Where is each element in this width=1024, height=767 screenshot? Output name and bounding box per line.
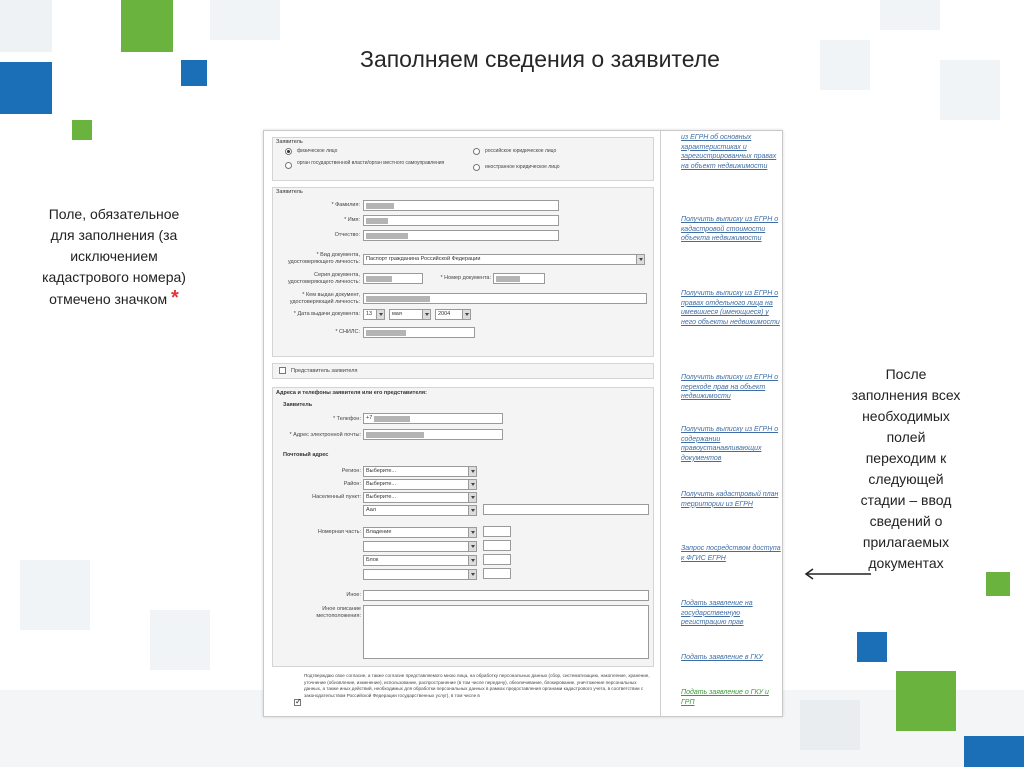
note-line: заполнения всех (851, 387, 961, 403)
note-line (24, 288, 204, 310)
sidebar-link-gku[interactable]: Подать заявление в ГКУ (681, 654, 763, 661)
select-value: Владение (366, 529, 392, 535)
chevron-down-icon (468, 506, 476, 515)
chevron-down-icon (462, 310, 470, 319)
select-value: мая (392, 311, 402, 317)
issued-by-input[interactable] (363, 293, 647, 304)
surname-input[interactable] (363, 200, 559, 211)
fieldset-legend: Заявитель (276, 139, 303, 145)
applicant-type-fieldset (272, 137, 654, 181)
select-value: Выберите... (366, 481, 397, 487)
redacted-value (366, 432, 424, 438)
left-note (24, 204, 204, 310)
fieldset-legend: Заявитель (276, 189, 303, 195)
redacted-value (366, 276, 392, 282)
house-label: Номерная часть: (317, 529, 361, 535)
chevron-down-icon (636, 255, 644, 264)
select-value: 13 (366, 311, 373, 317)
radio-government[interactable] (285, 162, 292, 169)
house-number-input[interactable] (483, 526, 511, 537)
other-desc-textarea[interactable] (363, 605, 649, 659)
issued-by-label: * Кем выдан документ, удостоверяющий личность: (289, 292, 360, 305)
note-line: для заполнения (за (50, 227, 178, 243)
locality-label: Населенный пункт: (312, 494, 361, 500)
other-desc-label: Иное описание местоположения: (316, 606, 361, 619)
form-column (264, 131, 661, 717)
note-text: отмечено значком (49, 291, 168, 307)
radio-russian-legal[interactable] (473, 148, 480, 155)
doc-number-label: * Номер документа: (440, 275, 491, 281)
decor-square (896, 671, 956, 731)
doc-type-select[interactable] (363, 254, 645, 265)
block-type-select[interactable] (363, 555, 477, 566)
issue-month-select[interactable] (389, 309, 431, 320)
locality-select[interactable] (363, 492, 477, 503)
applicant-fieldset (272, 187, 654, 357)
representative-label: Представитель заявителя (291, 368, 358, 374)
chevron-down-icon (422, 310, 430, 319)
issue-year-select[interactable] (435, 309, 471, 320)
slide-title: Заполняем сведения о заявителе (360, 46, 720, 72)
form-screenshot (263, 130, 783, 717)
note-line: необходимых (862, 408, 950, 424)
postal-title: Почтовый адрес (283, 452, 329, 458)
region-select[interactable] (363, 466, 477, 477)
sidebar-link-person-rights[interactable]: Получить выписку из ЕГРН о правах отдельного лица на имевшиеся (имеющиеся) у него объекты недвижимости (681, 290, 780, 326)
other-input[interactable] (363, 590, 649, 601)
consent-text: Подтверждаю свое согласие, а также согласие представляемого мною лица, на обработку персональных данных (сбор, систематизацию, накопление, хранение, уточнение (обновление, изменение), использование, распространение (в том числе передачу), обезличивание, блокирование, уничтожение персональных данных, а также иных действий, необходимых для обработки персональных данных в рамках предоставления органами кадастрового учета, в соответствии с законодательством Российской Федерации государственных услуг), в том числе в (304, 673, 650, 698)
decor-square (20, 560, 90, 630)
sidebar-link-cadastral-plan[interactable]: Получить кадастровый план территории из ЕГРН (681, 491, 779, 508)
radio-label: российское юридическое лицо (485, 148, 557, 154)
redacted-value (496, 276, 520, 282)
select-value: Паспорт гражданина Российской Федерации (366, 256, 481, 262)
note-line: После (885, 366, 927, 382)
sidebar-link-rights-transfer[interactable]: Получить выписку из ЕГРН о переходе прав на объект недвижимости (681, 374, 779, 400)
decor-square (150, 610, 210, 670)
apartment-type-select[interactable] (363, 569, 477, 580)
street-input[interactable] (483, 504, 649, 515)
email-label: * Адрес электронной почты: (289, 432, 361, 438)
radio-label: орган государственной власти/орган местного самоуправления (297, 160, 445, 166)
representative-checkbox[interactable] (279, 367, 286, 374)
select-value: Выберите... (366, 494, 397, 500)
note-line: документах (868, 555, 944, 571)
note-line: полей (886, 429, 926, 445)
doc-series-label: Серия документа, удостоверяющего личность: (287, 272, 360, 285)
chevron-down-icon (376, 310, 384, 319)
phone-input[interactable] (363, 413, 503, 424)
region-label: Регион: (341, 468, 361, 474)
select-value: 2004 (438, 311, 451, 317)
phone-label: * Телефон: (332, 416, 361, 422)
note-line: кадастрового номера) (42, 269, 186, 285)
patronymic-input[interactable] (363, 230, 559, 241)
decor-square (986, 572, 1010, 596)
name-label: * Имя: (344, 217, 360, 223)
street-type-select[interactable] (363, 505, 477, 516)
snils-input[interactable] (363, 327, 475, 338)
sidebar-link-registration[interactable]: Подать заявление на государственную регистрацию прав (681, 600, 753, 626)
other-label: Иное: (346, 592, 361, 598)
decor-square (857, 632, 887, 662)
name-input[interactable] (363, 215, 559, 226)
building-type-select[interactable] (363, 541, 477, 552)
apartment-number-input[interactable] (483, 568, 511, 579)
district-label: Район: (343, 481, 361, 487)
house-type-select[interactable] (363, 527, 477, 538)
redacted-value (366, 233, 408, 239)
decor-square (72, 120, 92, 140)
building-number-input[interactable] (483, 540, 511, 551)
snils-label: * СНИЛС: (335, 329, 360, 335)
note-line: стадии – ввод (860, 492, 952, 508)
radio-foreign-legal[interactable] (473, 164, 480, 171)
note-line: прилагаемых (862, 534, 950, 550)
chevron-down-icon (468, 542, 476, 551)
chevron-down-icon (468, 493, 476, 502)
radio-label: иностранное юридическое лицо (485, 164, 560, 170)
decor-square (800, 700, 860, 750)
patronymic-label: Отчество: (334, 232, 360, 238)
surname-label: * Фамилия: (331, 202, 360, 208)
redacted-value (366, 296, 430, 302)
doc-series-input[interactable] (363, 273, 423, 284)
decor-square (210, 0, 280, 40)
redacted-value (374, 416, 410, 422)
right-note (838, 364, 974, 574)
chevron-down-icon (468, 570, 476, 579)
select-value: Выберите... (366, 468, 397, 474)
issue-date-label: * Дата выдачи документа: (293, 311, 360, 317)
sidebar-link-basic-extract[interactable]: из ЕГРН об основных характеристиках и зарегистрированных правах на объект недвижимости (681, 134, 777, 170)
sidebar-link-title-documents[interactable]: Получить выписку из ЕГРН о содержании правоустанавливающих документов (681, 426, 779, 462)
select-value: Аал (366, 507, 376, 513)
contacts-subtitle: Заявитель (283, 402, 313, 408)
radio-individual[interactable] (285, 148, 292, 155)
decor-square (121, 0, 173, 52)
redacted-value (366, 330, 406, 336)
note-line: исключением (70, 248, 158, 264)
doc-type-label: * Вид документа, удостоверяющего личность: (287, 252, 360, 265)
contacts-title: Адреса и телефоны заявителя или его представителя: (276, 390, 427, 396)
representative-fieldset (272, 363, 654, 379)
note-line: переходим к (865, 450, 947, 466)
service-sidebar (661, 131, 783, 717)
phone-prefix: +7 (366, 415, 373, 421)
note-line: Поле, обязательное (48, 206, 180, 222)
consent-checkbox[interactable] (294, 699, 301, 706)
block-number-input[interactable] (483, 554, 511, 565)
chevron-down-icon (468, 480, 476, 489)
decor-square (964, 736, 1024, 767)
redacted-value (366, 218, 388, 224)
note-line: следующей (868, 471, 944, 487)
district-select[interactable] (363, 479, 477, 490)
issue-day-select[interactable] (363, 309, 385, 320)
sidebar-link-fgis-access[interactable]: Запрос посредством доступа к ФГИС ЕГРН (681, 545, 781, 562)
decor-square (880, 0, 940, 30)
sidebar-link-gku-grp[interactable]: Подать заявление о ГКУ и ГРП (681, 689, 769, 706)
note-line: сведений о (869, 513, 943, 529)
chevron-down-icon (468, 528, 476, 537)
contacts-fieldset (272, 387, 654, 667)
redacted-value (366, 203, 394, 209)
radio-label: физическое лицо (297, 148, 338, 154)
left-arrow-icon (803, 568, 871, 580)
select-value: Блок (366, 557, 379, 563)
decor-square (0, 0, 52, 52)
sidebar-link-cadastral-cost[interactable]: Получить выписку из ЕГРН о кадастровой стоимости объекта недвижимости (681, 216, 779, 242)
doc-number-input[interactable] (493, 273, 545, 284)
email-input[interactable] (363, 429, 503, 440)
required-star-icon: * (171, 287, 179, 309)
chevron-down-icon (468, 467, 476, 476)
chevron-down-icon (468, 556, 476, 565)
